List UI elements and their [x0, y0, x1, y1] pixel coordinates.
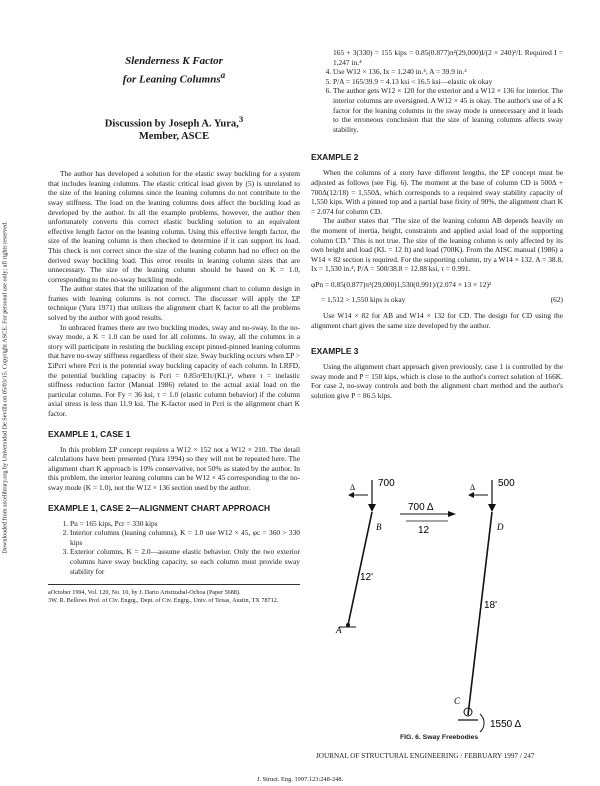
- shear-divisor: 12: [418, 525, 430, 536]
- pin-a: [346, 623, 350, 627]
- download-notice: Downloaded from ascelibrary.org by Universidad De Sevilla on 05/03/15. Copyright ASCE. For personal use only; all rights reserved.: [1, 221, 9, 554]
- figure-caption: FIG. 6. Sway Freebodies: [400, 734, 479, 741]
- length-right: 18': [484, 600, 498, 611]
- footnote: 3W. R. Bellows Prof. of Civ. Engrg., Dept. of Civ. Engrg., Univ. of Texas, Austin, TX 78712.: [48, 596, 279, 604]
- download-sidebar: [1, 150, 13, 630]
- delta-a: Δ: [350, 483, 356, 492]
- equation: φPn = 0.85(0.877)π²(29,000)1,530(0.991)/(2.074 × 13 × 12)² = 1,512 > 1,550 kips is okay (62): [311, 279, 563, 305]
- numbered-list: [48, 519, 300, 577]
- load-label-left: 700: [378, 478, 395, 489]
- footnote: aOctober 1994, Vol. 120, No. 10, by J. Dario Aristizabal-Ochoa (Paper 5688).: [48, 589, 241, 597]
- paragraph: The author states that the utilization of the alignment chart to column design in frames with leaning columns is not correct. The discusser will apply the ΣP technique (Yura 1971) that utilizes the alignment chart K factor to all the problems solved by the author with good results.: [48, 284, 300, 323]
- section-heading: EXAMPLE 3: [311, 346, 359, 357]
- list-item: 2. Interior columns (leaning columns), K = 1.0 use W12 × 45, φc = 360 > 330 kips: [70, 528, 300, 547]
- list-item: 4. Use W12 × 136, Ix = 1,240 in.⁴, A = 39.9 in.²: [333, 67, 563, 77]
- column-cd: [468, 512, 492, 715]
- list-item: 6. The author gets W12 × 120 for the exterior and a W12 × 136 for interior. The interior columns are oversigned. A W12 × 45 is okay. The author's use of a K factor for the leaning columns in the sway mode is unnecessary and it leads to the erroneous conclusion that the size of leaning columns affects sway stability.: [333, 86, 563, 134]
- running-footer: JOURNAL OF STRUCTURAL ENGINEERING / FEBRUARY 1997 / 247: [316, 752, 535, 760]
- citation-footer: J. Struct. Eng. 1997.123:248-248.: [256, 776, 344, 783]
- node-label-a: A: [336, 625, 342, 635]
- list-item: 5. P/A = 165/39.9 = 4.13 ksi < 16.5 ksi—elastic ok okay: [333, 77, 563, 87]
- paragraph: The author states that "The size of the leaning column AB depends heavily on the moment of inertia, height, constraints and applied axial load of the supporting column CD." This is not true. The size of the leaning column is only affected by its own height and load (KL = 12 ft) and load (700K). From the AISC manual (1986) a W14 × 82 section is required. For the supporting column, try a W14 × 132. A = 38.8, Ix = 1,530 in.⁴, P/A = 500/38.8 = 12.88 ksi, τ = 0.991.: [311, 216, 563, 274]
- delta-b: Δ: [470, 483, 476, 492]
- node-label-d: D: [497, 522, 504, 532]
- moment-arrow: [480, 714, 484, 732]
- footnotes: [48, 584, 300, 605]
- section-heading: EXAMPLE 1, CASE 2—ALIGNMENT CHART APPROACH: [48, 502, 271, 513]
- paragraph: In this problem ΣP concept requires a W12 × 152 not a W12 × 210. The detail calculations have been presented (Yura 1994) so they will not be repeated here. The alignment chart K approach is 10% conservative, not 50% as stated by the author. In this problem, the interior leaning columns can be W12 × 45 corresponding to the no-sway mode (K = 1.0), not the W12 × 136 section used by the author.: [48, 444, 300, 492]
- paragraph: In unbraced frames there are two buckling modes, sway and no-sway. In the no-sway mode, a K = 1.0 can be used for all columns. In sway, all the columns in a story will participate in resisting the buckling except pinned-pinned leaning columns that have no-sway stiffness regardless of their size. Sway buckling occurs when ΣP > ΣiPcri where Pcri is the potential sway buckling capacity of each column. In LRFD, the potential buckling capacity is Pcri = 0.85π²EIτ/(KL)², where τ = inelastic stiffness reduction factor (Manual 1986) related to the actual axial load on the particular column. For Fy = 36 ksi, τ = 1.0 (elastic column behavior) if the column axial stress is less than 11.9 ksi. The K-factor used in Pcri is the alignment chart K factor.: [48, 322, 300, 418]
- length-left: 12': [360, 572, 374, 583]
- list-item: 3. Exterior columns, K = 2.0—assume elastic behavior. Only the two exterior columns have sway buckling capacity, so each column must provide sway stability for: [70, 547, 300, 576]
- numbered-list: [311, 67, 563, 134]
- figure-sway-freebodies: [320, 450, 570, 735]
- paragraph: When the columns of a story have different lengths, the ΣP concept must be adjusted as follows (see Fig. 6). The moment at the base of column CD is 500Δ + 700Δ(12/18) = 1,550Δ, which corresponds to a required sway stability capacity of 1,550 kips. With a pinned top and a partial base fixity of 90%, the alignment chart K = 2.074 for column CD.: [311, 168, 563, 216]
- right-column: [311, 48, 563, 401]
- section-heading: EXAMPLE 1, CASE 1: [48, 428, 131, 439]
- node-label-c: C: [454, 696, 461, 706]
- base-moment-label: 1550 Δ: [490, 719, 522, 730]
- paragraph: The author has developed a solution for the elastic sway buckling for a system that includes leaning columns. The elastic critical load given by (5) is unrelated to the size of the leaning columns since the leaning columns do not contribute to the sway stiffness. The load on the leaning columns does affect the buckling load as developed by the author. In all the example problems, however, the author then unfortunately converts this correct elastic buckling solution to an equivalent effective length factor on the leaning column. Using this effective length factor, the size of the leaning column is then checked to determine if it can support its load. This check is not correct since the size of the leaning column had no effect on the derived sway buckling load. This error results in leaning column sizes that are unnecessary. The size of the leaning column should be based on K = 1.0, corresponding to the no-sway buckling mode.: [48, 169, 300, 284]
- left-column: [48, 40, 300, 605]
- section-heading: EXAMPLE 2: [311, 152, 359, 163]
- load-label-right: 500: [498, 478, 515, 489]
- article-title: Slenderness K Factor for Leaning Columns$^a$: [122, 55, 226, 86]
- equation-continuation: 165 + 3(330) = 155 kips = 0.85(0.877)π²(29,000)I/(2 × 240)²/I. Required I = 1,247 in.⁴: [333, 48, 563, 67]
- paragraph: Using the alignment chart approach given previously, case 1 is controlled by the sway mode and P = 150 kips, which is close to the author's correct solution of 166K. For case 2, no-sway controls and both the alignment chart method and the author's solution give P = 86.5 kips.: [311, 362, 563, 401]
- node-label-b: B: [376, 522, 382, 532]
- column-ab: [348, 512, 372, 625]
- author-byline: Discussion by Joseph A. Yura,$^3$ Member, ASCE: [104, 113, 244, 143]
- paragraph: Use W14 × 82 for AB and W14 × 132 for CD. The design for CD using the alignment chart gives the same size developed by the author.: [311, 311, 563, 330]
- list-item: 1. Pu = 165 kips, Pcr = 330 kips: [70, 519, 300, 529]
- shear-label: 700 Δ: [408, 502, 434, 513]
- equation-number: (62): [550, 295, 563, 305]
